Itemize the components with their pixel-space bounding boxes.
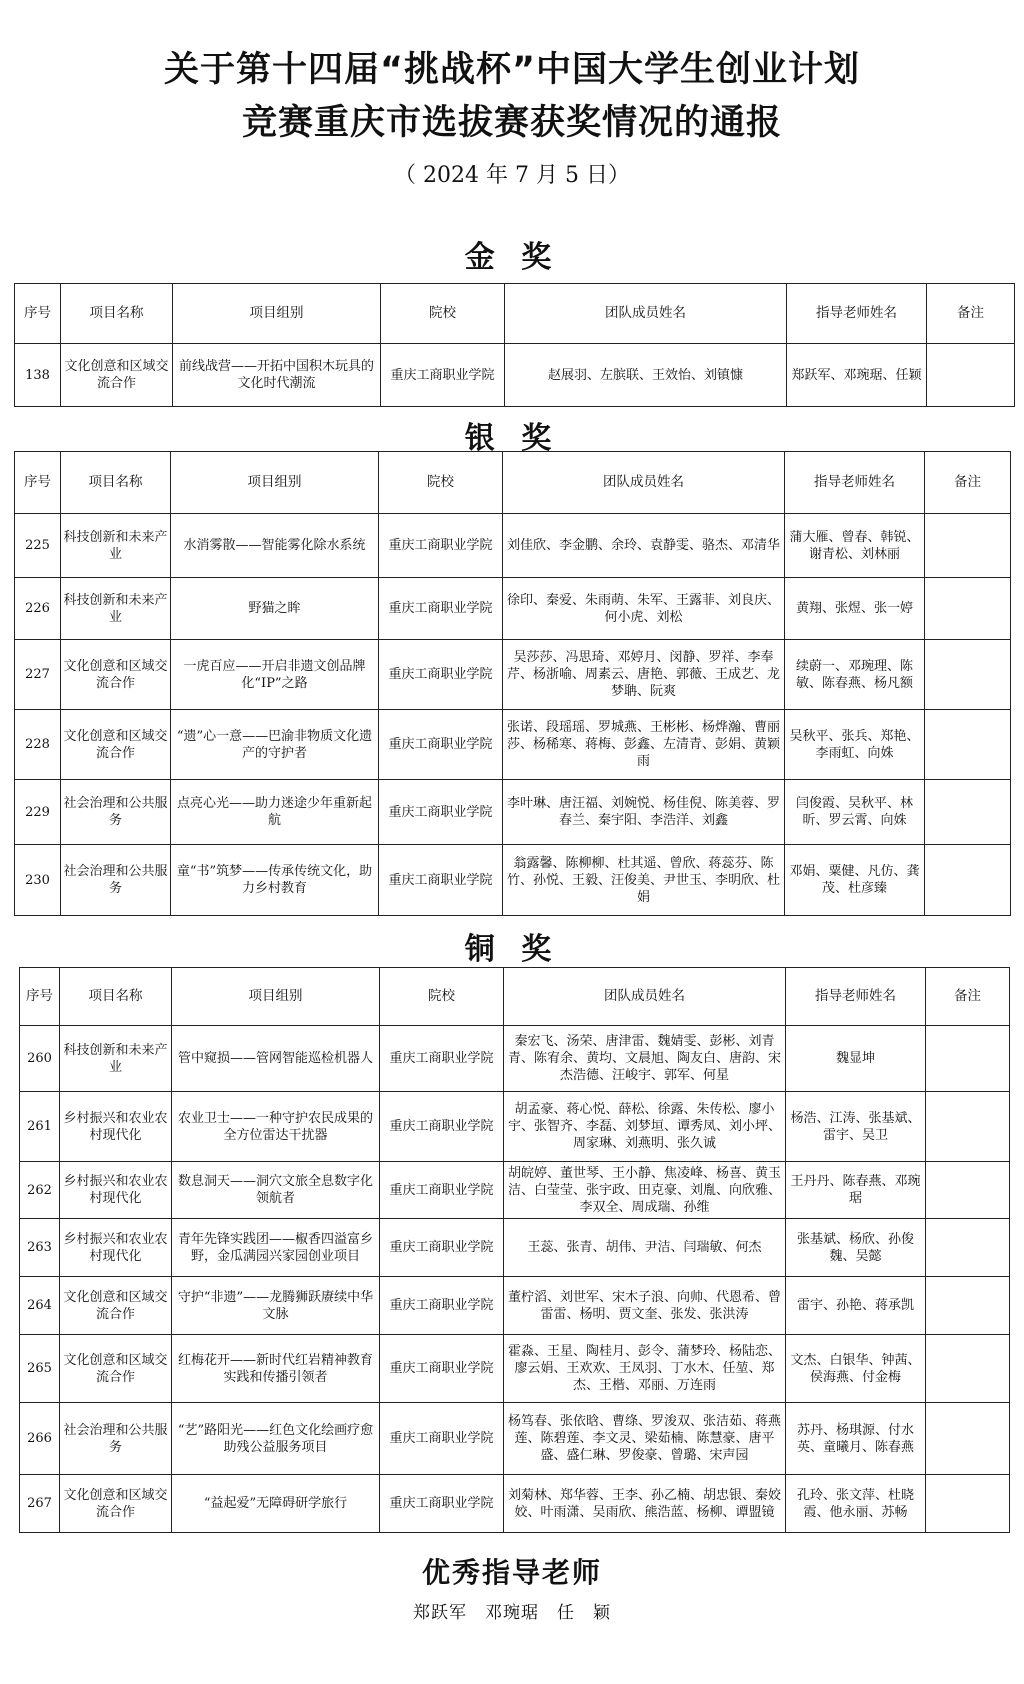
cell-school: 重庆工商职业学院 [379,845,503,916]
cell-school: 重庆工商职业学院 [379,514,503,578]
cell-members: 胡皖婷、董世琴、王小静、焦凌峰、杨喜、黄玉洁、白莹莹、张宇政、田克豪、刘胤、向欣雅、李双全、周成瑞、孙维 [504,1162,786,1219]
cell-school: 重庆工商职业学院 [380,1277,504,1335]
cell-members: 杨笃春、张依晗、曹绦、罗浚双、张洁茹、蒋燕莲、陈碧莲、李文灵、梁茹楠、陈慧豪、唐平盛、盛仁琳、罗俊豪、曾璐、宋声园 [504,1403,786,1475]
cell-index: 262 [20,1162,60,1219]
bronze-table [19,967,1010,1533]
header-cell-members: 团队成员姓名 [504,968,786,1026]
cell-advisors: 魏显坤 [786,1026,926,1092]
doc-title-line2: 竞赛重庆市选拔赛获奖情况的通报 [241,103,782,143]
gold-table [14,283,1015,407]
header-cell-remarks: 备注 [926,968,1010,1026]
cell-category: 文化创意和区域交流合作 [61,640,171,710]
cell-category: 乡村振兴和农业农村现代化 [60,1092,172,1162]
cell-index: 226 [15,578,61,640]
header-cell-project: 项目组别 [171,452,379,514]
cell-remarks [925,780,1011,845]
cell-category: 社会治理和公共服务 [61,845,171,916]
cell-remarks [926,1026,1010,1092]
table-row [15,640,1011,710]
cell-advisors: 王丹丹、陈春燕、邓琬琚 [786,1162,926,1219]
cell-index: 264 [20,1277,60,1335]
cell-remarks [925,640,1011,710]
cell-members: 王蕊、张青、胡伟、尹洁、闫瑞敏、何杰 [504,1219,786,1277]
cell-index: 266 [20,1403,60,1475]
cell-category: 乡村振兴和农业农村现代化 [60,1162,172,1219]
cell-project: “遗”心一意——巴渝非物质文化遗产的守护者 [171,710,379,780]
cell-school: 重庆工商职业学院 [379,710,503,780]
cell-project: 一虎百应——开启非遗文创品牌化“IP”之路 [171,640,379,710]
cell-school: 重庆工商职业学院 [380,1092,504,1162]
cell-category: 社会治理和公共服务 [61,780,171,845]
header-cell-advisors: 指导老师姓名 [787,284,927,344]
cell-members: 刘菊林、郑华蓉、王李、孙乙楠、胡忠银、秦姣姣、叶雨潇、吴雨欣、熊浩蓝、杨柳、谭盟镜 [504,1475,786,1533]
table-row [15,514,1011,578]
cell-index: 263 [20,1219,60,1277]
cell-members: 董柠滔、刘世军、宋木子浪、向帅、代恩希、曾雷雷、杨明、贾文奎、张发、张洪涛 [504,1277,786,1335]
table-header-row [15,284,1015,344]
cell-index: 265 [20,1335,60,1403]
cell-category: 乡村振兴和农业农村现代化 [60,1219,172,1277]
cell-school: 重庆工商职业学院 [381,344,505,407]
cell-school: 重庆工商职业学院 [380,1219,504,1277]
header-cell-project: 项目组别 [173,284,381,344]
cell-index: 225 [15,514,61,578]
cell-category: 文化创意和区域交流合作 [60,1277,172,1335]
cell-remarks [926,1475,1010,1533]
cell-advisors: 续蔚一、邓琬理、陈敏、陈春燕、杨凡额 [785,640,925,710]
cell-category: 文化创意和区域交流合作 [61,344,173,407]
header-cell-school: 院校 [380,968,504,1026]
cell-members: 秦宏飞、汤荣、唐津雷、魏婧雯、彭彬、刘青青、陈宥余、黄均、文晨旭、陶友白、唐韵、宋杰浩德、汪峻宇、郭军、何星 [504,1026,786,1092]
table-row [15,344,1015,407]
header-cell-category: 项目名称 [61,452,171,514]
cell-advisors: 杨浩、江涛、张基斌、雷宇、吴卫 [786,1092,926,1162]
cell-remarks [925,578,1011,640]
cell-advisors: 黄翔、张煜、张一婷 [785,578,925,640]
header-cell-remarks: 备注 [925,452,1011,514]
cell-project: “艺”路阳光——红色文化绘画疗愈助残公益服务项目 [172,1403,380,1475]
cell-school: 重庆工商职业学院 [380,1162,504,1219]
footer-title: 优秀指导老师 [421,1556,602,1589]
cell-advisors: 张基斌、杨欣、孙俊魏、吴懿 [786,1219,926,1277]
cell-remarks [927,344,1015,407]
cell-project: 农业卫士——一种守护农民成果的全方位雷达干扰器 [172,1092,380,1162]
cell-category: 文化创意和区域交流合作 [61,710,171,780]
cell-remarks [925,710,1011,780]
cell-members: 赵展羽、左膑联、王效怡、刘镇慷 [505,344,787,407]
cell-school: 重庆工商职业学院 [380,1335,504,1403]
cell-project: 前线战营——开拓中国积木玩具的文化时代潮流 [173,344,381,407]
header-cell-members: 团队成员姓名 [503,452,785,514]
header-cell-category: 项目名称 [61,284,173,344]
header-cell-remarks: 备注 [927,284,1015,344]
cell-remarks [926,1277,1010,1335]
header-cell-advisors: 指导老师姓名 [785,452,925,514]
cell-remarks [925,845,1011,916]
bronze-section-title: 铜 奖 [464,932,560,967]
cell-index: 228 [15,710,61,780]
cell-index: 261 [20,1092,60,1162]
table-row [20,1403,1010,1475]
header-cell-members: 团队成员姓名 [505,284,787,344]
cell-index: 230 [15,845,61,916]
header-cell-index: 序号 [15,284,61,344]
header-cell-school: 院校 [381,284,505,344]
cell-project: 野猫之眸 [171,578,379,640]
cell-school: 重庆工商职业学院 [380,1475,504,1533]
cell-school: 重庆工商职业学院 [380,1026,504,1092]
table-row [20,1162,1010,1219]
doc-title-line1: 关于第十四届“挑战杯”中国大学生创业计划 [163,50,860,90]
header-cell-category: 项目名称 [60,968,172,1026]
cell-advisors: 邓娟、粟健、凡仿、龚茂、杜彦臻 [785,845,925,916]
table-row [20,1026,1010,1092]
table-row [20,1335,1010,1403]
table-row [15,780,1011,845]
cell-members: 霍淼、王星、陶桂月、彭令、蒲梦玲、杨陆恋、廖云娟、王欢欢、王凤羽、丁水木、任堃、郑杰、王楷、邓丽、万连雨 [504,1335,786,1403]
table-row [20,1277,1010,1335]
cell-project: “益起爱”无障碍研学旅行 [172,1475,380,1533]
cell-remarks [925,514,1011,578]
cell-advisors: 文杰、白银华、钟茜、侯海燕、付金梅 [786,1335,926,1403]
cell-advisors: 孔玲、张文萍、杜晓霞、他永丽、苏畅 [786,1475,926,1533]
table-row [20,1092,1010,1162]
cell-project: 守护“非遗”——龙腾狮跃赓续中华文脉 [172,1277,380,1335]
cell-project: 青年先锋实践团——椒香四溢富乡野，金瓜满园兴家园创业项目 [172,1219,380,1277]
table-row [15,845,1011,916]
cell-advisors: 苏丹、杨琪源、付水英、童曦月、陈春燕 [786,1403,926,1475]
cell-members: 徐印、秦爱、朱雨萌、朱军、王露菲、刘良庆、何小虎、刘松 [503,578,785,640]
cell-remarks [926,1162,1010,1219]
cell-members: 李叶琳、唐汪福、刘婉悦、杨佳倪、陈美蓉、罗春兰、秦宇阳、李浩洋、刘鑫 [503,780,785,845]
cell-remarks [926,1403,1010,1475]
cell-members: 翁露馨、陈柳柳、杜其遥、曾欣、蒋蕊芬、陈竹、孙悦、王毅、汪俊美、尹世玉、李明欣、杜娟 [503,845,785,916]
cell-school: 重庆工商职业学院 [380,1403,504,1475]
table-header-row [20,968,1010,1026]
header-cell-advisors: 指导老师姓名 [786,968,926,1026]
header-cell-school: 院校 [379,452,503,514]
footer-teacher-names: 郑跃军 邓琬琚 任 颖 [413,1603,611,1623]
cell-school: 重庆工商职业学院 [379,578,503,640]
cell-category: 文化创意和区域交流合作 [60,1475,172,1533]
cell-members: 刘佳欣、李金鹏、余玲、袁静雯、骆杰、邓清华 [503,514,785,578]
header-cell-index: 序号 [15,452,61,514]
cell-project: 点亮心光——助力迷途少年重新起航 [171,780,379,845]
cell-remarks [926,1219,1010,1277]
cell-category: 科技创新和未来产业 [61,514,171,578]
cell-project: 数息洞天——洞穴文旅全息数字化领航者 [172,1162,380,1219]
cell-remarks [926,1092,1010,1162]
cell-category: 文化创意和区域交流合作 [60,1335,172,1403]
cell-project: 水消雾散——智能雾化除水系统 [171,514,379,578]
table-row [15,710,1011,780]
cell-members: 张诺、段瑶瑶、罗城燕、王彬彬、杨烨瀚、曹丽莎、杨稀寒、蒋梅、彭鑫、左清青、彭娟、黄颖雨 [503,710,785,780]
table-header-row [15,452,1011,514]
doc-date: （ 2024 年 7 月 5 日） [394,163,630,188]
cell-index: 229 [15,780,61,845]
cell-project: 红梅花开——新时代红岩精神教育实践和传播引领者 [172,1335,380,1403]
cell-remarks [926,1335,1010,1403]
cell-category: 科技创新和未来产业 [61,578,171,640]
gold-section-title: 金 奖 [464,240,560,275]
cell-advisors: 雷宇、孙艳、蒋承凯 [786,1277,926,1335]
table-row [20,1219,1010,1277]
cell-index: 227 [15,640,61,710]
cell-index: 260 [20,1026,60,1092]
cell-advisors: 闫俊霞、吴秋平、林昕、罗云霄、向姝 [785,780,925,845]
cell-category: 科技创新和未来产业 [60,1026,172,1092]
silver-section-title: 银 奖 [464,421,560,456]
silver-table [14,451,1011,916]
cell-advisors: 吴秋平、张兵、郑艳、李雨虹、向姝 [785,710,925,780]
cell-index: 267 [20,1475,60,1533]
cell-members: 胡孟豪、蒋心悦、薛松、徐露、朱传松、廖小宇、张智齐、李磊、刘梦垣、谭秀凤、刘小坪、周家琳、刘燕明、张久诚 [504,1092,786,1162]
cell-advisors: 郑跃军、邓琬琚、任颖 [787,344,927,407]
cell-school: 重庆工商职业学院 [379,640,503,710]
table-row [20,1475,1010,1533]
cell-members: 吴莎莎、冯思琦、邓婷月、闵静、罗祥、李奉芹、杨浙喻、周素云、唐艳、郭薇、王成艺、龙梦聃、阮爽 [503,640,785,710]
table-row [15,578,1011,640]
header-cell-index: 序号 [20,968,60,1026]
cell-advisors: 蒲大雁、曾春、韩锐、谢青松、刘林丽 [785,514,925,578]
cell-category: 社会治理和公共服务 [60,1403,172,1475]
cell-project: 童“书”筑梦——传承传统文化，助力乡村教育 [171,845,379,916]
header-cell-project: 项目组别 [172,968,380,1026]
cell-project: 管中窥损——管网智能巡检机器人 [172,1026,380,1092]
cell-school: 重庆工商职业学院 [379,780,503,845]
cell-index: 138 [15,344,61,407]
